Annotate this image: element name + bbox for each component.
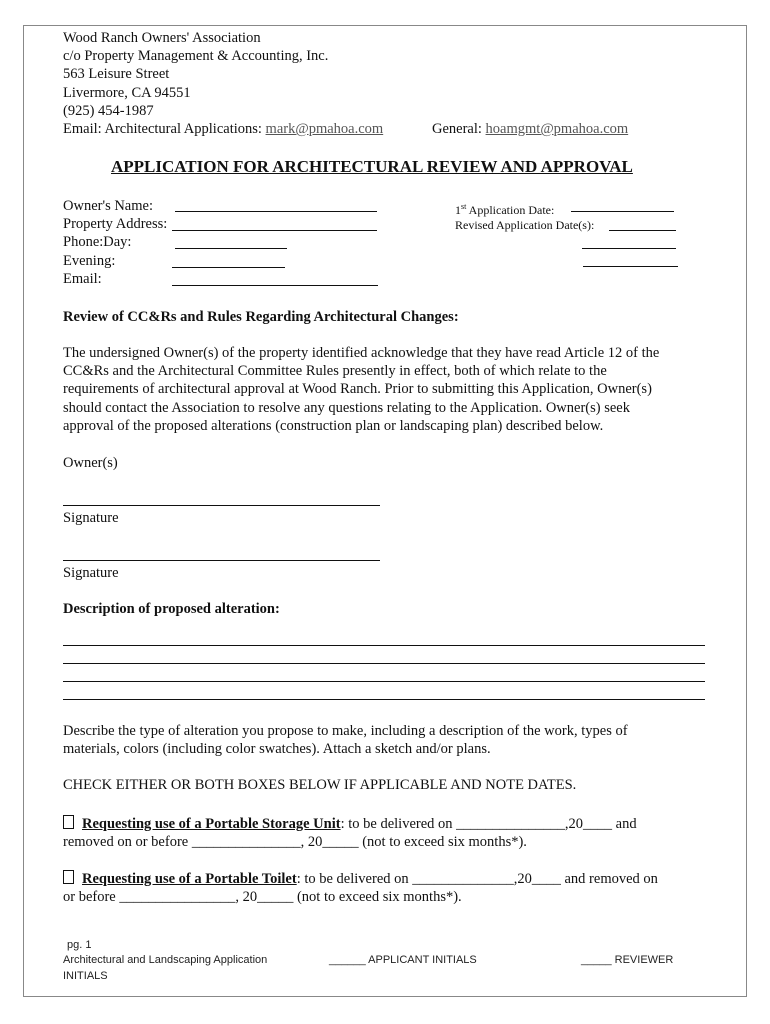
arch-email-link[interactable]: mark@pmahoa.com bbox=[265, 121, 384, 137]
toilet-dates: : to be delivered on ______________,20____ and removed on bbox=[296, 871, 658, 887]
signature-line-2[interactable] bbox=[63, 560, 380, 561]
phone-day-label: Phone:Day: bbox=[63, 234, 132, 250]
description-line-4[interactable] bbox=[63, 699, 705, 700]
toilet-checkbox[interactable] bbox=[63, 870, 74, 884]
instructions-line: Describe the type of alteration you propose to make, including a description of the work, types of bbox=[63, 723, 628, 739]
app-date-text: Application Date: bbox=[466, 203, 555, 217]
toilet-line-2: or before ________________, 20_____ (not to exceed six months*). bbox=[63, 889, 462, 905]
signature-line-1[interactable] bbox=[63, 505, 380, 506]
email-label-form: Email: bbox=[63, 271, 102, 287]
phone-number: (925) 454-1987 bbox=[63, 103, 154, 119]
signature-label-1: Signature bbox=[63, 510, 119, 526]
app-date-ordinal: 1 bbox=[455, 203, 461, 217]
review-paragraph-line: should contact the Association to resolve any questions relating to the Application. Owner(s) seek bbox=[63, 400, 630, 416]
toilet-line-1 bbox=[63, 870, 658, 888]
org-name: Wood Ranch Owners' Association bbox=[63, 30, 261, 46]
page-title: APPLICATION FOR ARCHITECTURAL REVIEW AND APPROVAL bbox=[111, 157, 633, 176]
property-address-field[interactable] bbox=[172, 230, 377, 231]
check-heading: CHECK EITHER OR BOTH BOXES BELOW IF APPLICABLE AND NOTE DATES. bbox=[63, 777, 577, 793]
application-date-field[interactable] bbox=[571, 211, 674, 212]
owners-label: Owner(s) bbox=[63, 455, 118, 471]
street-address: 563 Leisure Street bbox=[63, 66, 170, 82]
page-number: pg. 1 bbox=[67, 939, 92, 951]
email-field[interactable] bbox=[172, 285, 378, 286]
toilet-label: Requesting use of a Portable Toilet bbox=[82, 871, 297, 887]
revised-date-label: Revised Application Date(s): bbox=[455, 218, 595, 232]
review-paragraph-line: The undersigned Owner(s) of the property identified acknowledge that they have read Article 12 of the bbox=[63, 345, 660, 361]
revised-date-field-2[interactable] bbox=[582, 248, 676, 249]
email-label: Email: Architectural Applications: bbox=[63, 121, 262, 137]
email-line bbox=[63, 120, 383, 138]
storage-dates: : to be delivered on _______________,20____ and bbox=[340, 816, 637, 832]
property-address-label: Property Address: bbox=[63, 216, 168, 232]
care-of: c/o Property Management & Accounting, Inc. bbox=[63, 48, 329, 64]
applicant-initials: ______ APPLICANT INITIALS bbox=[329, 954, 477, 966]
review-heading: Review of CC&Rs and Rules Regarding Architectural Changes: bbox=[63, 309, 459, 325]
review-paragraph-line: approval of the proposed alterations (construction plan or landscaping plan) described below. bbox=[63, 418, 604, 434]
storage-line-1 bbox=[63, 815, 637, 833]
revised-date-field-1[interactable] bbox=[609, 230, 676, 231]
evening-label: Evening: bbox=[63, 253, 116, 269]
revised-date-field-3[interactable] bbox=[583, 266, 678, 267]
storage-checkbox[interactable] bbox=[63, 815, 74, 829]
description-line-3[interactable] bbox=[63, 681, 705, 682]
app-date-suffix: st bbox=[461, 202, 467, 211]
footer-initials: INITIALS bbox=[63, 970, 108, 982]
storage-line-2: removed on or before _______________, 20_____ (not to exceed six months*). bbox=[63, 834, 527, 850]
description-heading: Description of proposed alteration: bbox=[63, 601, 280, 617]
review-paragraph-line: requirements of architectural approval at Wood Ranch. Prior to submitting this Application, Owner(s) bbox=[63, 381, 652, 397]
evening-phone-field[interactable] bbox=[172, 267, 285, 268]
footer-doc-title: Architectural and Landscaping Application bbox=[63, 954, 268, 966]
general-email-line bbox=[432, 120, 628, 138]
owner-name-label: Owner's Name: bbox=[63, 198, 153, 214]
city-state-zip: Livermore, CA 94551 bbox=[63, 85, 191, 101]
description-line-2[interactable] bbox=[63, 663, 705, 664]
review-paragraph-line: CC&Rs and the Architectural Committee Rules presently in effect, both of which relate to the bbox=[63, 363, 607, 379]
owner-name-field[interactable] bbox=[175, 211, 377, 212]
description-line-1[interactable] bbox=[63, 645, 705, 646]
storage-label: Requesting use of a Portable Storage Unit bbox=[82, 816, 341, 832]
general-label: General: bbox=[432, 121, 482, 137]
phone-day-field[interactable] bbox=[175, 248, 287, 249]
general-email-link[interactable]: hoamgmt@pmahoa.com bbox=[485, 121, 629, 137]
instructions-line: materials, colors (including color swatches). Attach a sketch and/or plans. bbox=[63, 741, 491, 757]
reviewer-initials: _____ REVIEWER bbox=[581, 954, 674, 966]
signature-label-2: Signature bbox=[63, 565, 119, 581]
